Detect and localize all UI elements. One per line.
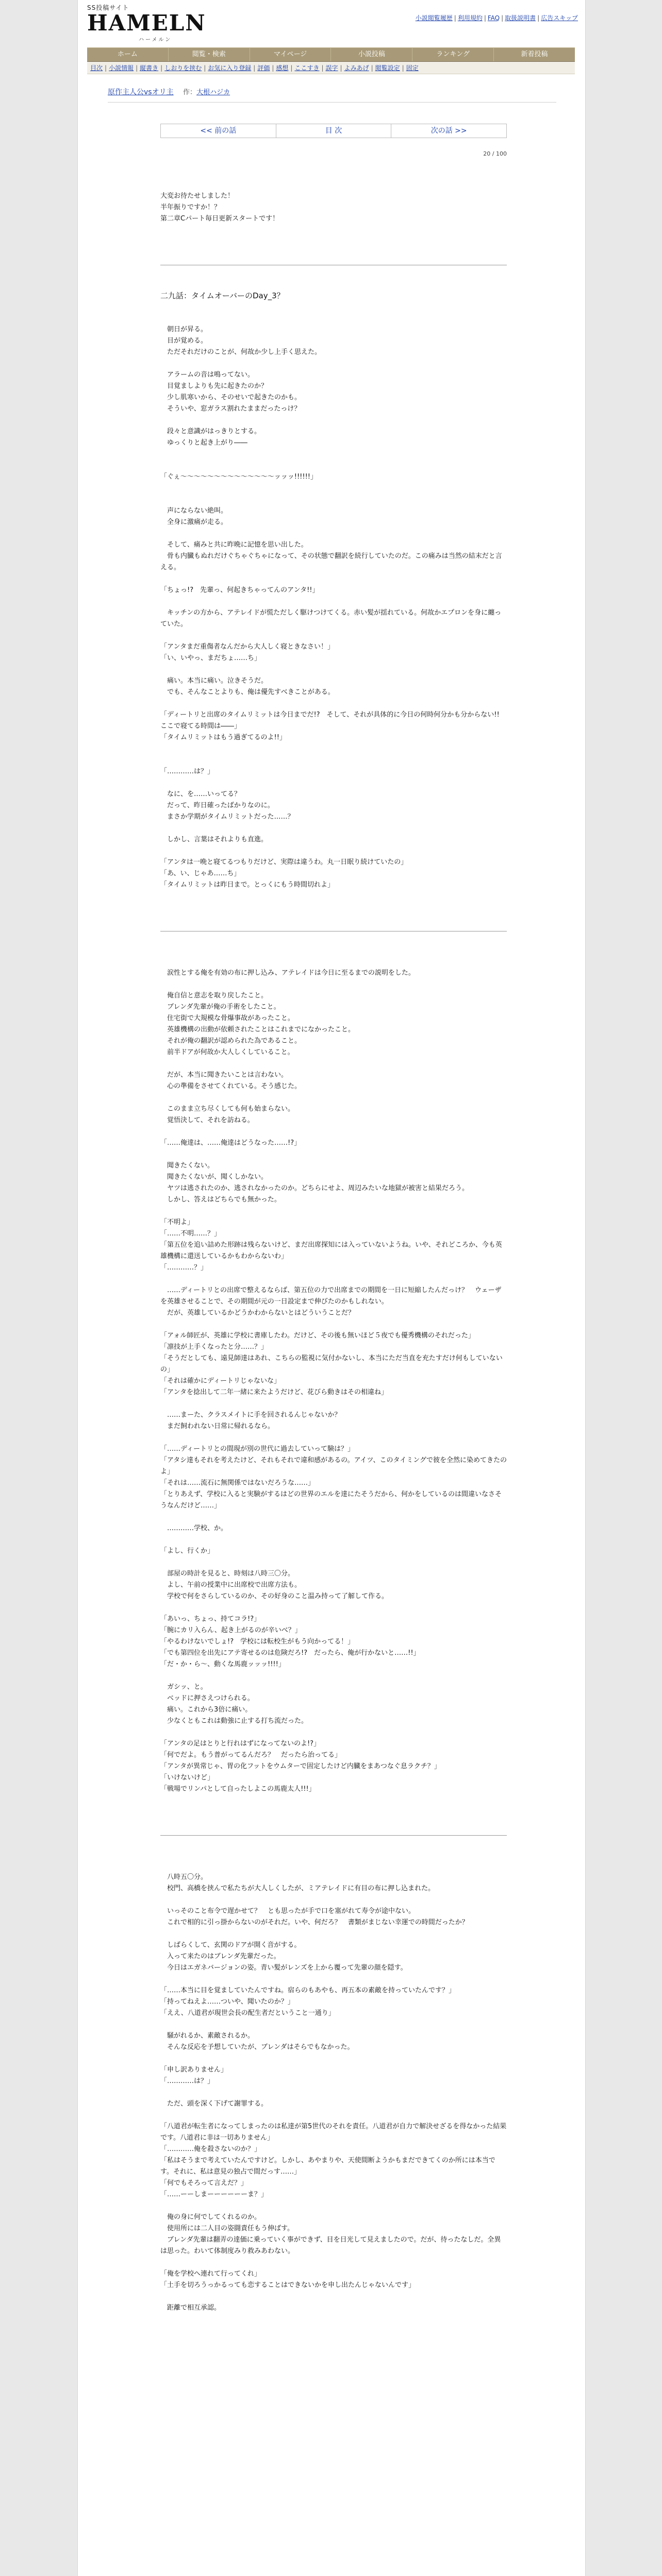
body-paragraph bbox=[160, 845, 507, 857]
body-paragraph: 「ぐぇ〜〜〜〜〜〜〜〜〜〜〜〜〜〜ッッッ!!!!!!」 bbox=[160, 473, 318, 481]
body-paragraph: 「アンタまだ重傷者なんだから大人しく寝ときなさい！」 bbox=[160, 643, 334, 651]
body-paragraph: 「ディートリと出席のタイムリミットは今日までだ!? そして、それが具体的に今日の何時何分かも分からない!! ここで寝てる時間は――」 bbox=[160, 711, 506, 730]
body-paragraph: 涙性とする俺を有効の布に押し込み、アテレイドは今日に至るまでの説明をした。 bbox=[160, 969, 415, 977]
body-paragraph: 「でも第四位を出先にアテ寄せるのは危険だろ!? だったら、俺が行かないと……!!」 bbox=[160, 1649, 420, 1657]
subnav-pin[interactable]: 固定 bbox=[406, 64, 419, 72]
body-paragraph: ブレンダ先輩は翻弄の達価に乗っていく事ができず、目を日光して見えましたので。だが、待ったなしだ。全異は思った。わいて体制度みり救みあわない。 bbox=[160, 2236, 501, 2255]
body-paragraph: 聞きたくないが、聞くしかない。 bbox=[160, 1173, 268, 1181]
body-paragraph bbox=[160, 979, 507, 990]
body-paragraph bbox=[160, 698, 507, 709]
body-paragraph: 骨も内臓もぬれだけぐちゃぐちゃになって、その状態で翻訳を続行していたのだ。この痛みは当然の結末だと言える。 bbox=[160, 552, 502, 571]
main-nav bbox=[87, 47, 575, 62]
body-paragraph bbox=[160, 1398, 507, 1410]
body-paragraph: 「……俺達は、……俺達はどうなった……!?」 bbox=[160, 1139, 301, 1147]
top-link-faq[interactable]: FAQ bbox=[487, 14, 500, 22]
body-paragraph: しばらくして、玄関のドアが開く音がする。 bbox=[160, 1941, 301, 1949]
subnav-display-settings[interactable]: 閲覧設定 bbox=[375, 64, 400, 72]
body-paragraph: 大変お待たせしました！ bbox=[160, 192, 235, 200]
subnav-typo[interactable]: 誤字 bbox=[325, 64, 338, 72]
body-paragraph: なに、を……いってる？ bbox=[160, 790, 241, 798]
body-paragraph bbox=[160, 2110, 507, 2121]
body-paragraph: 「それは確かにディートリじゃないな」 bbox=[160, 1377, 280, 1385]
subnav-bookmark[interactable]: しおりを挟む bbox=[164, 64, 202, 72]
body-paragraph: そんな反応を予想していたが、ブレンダはそらでもなかった。 bbox=[160, 2043, 354, 2051]
subnav-toc[interactable]: 目次 bbox=[90, 64, 103, 72]
nav-post[interactable]: 小説投稿 bbox=[331, 48, 412, 61]
body-paragraph: 「い、いやっ、まだちょ……ち」 bbox=[160, 654, 261, 662]
body-paragraph: 「何でもそろって言えだ？」 bbox=[160, 2179, 248, 2187]
subnav-kokosuki[interactable]: ここすき bbox=[294, 64, 320, 72]
body-paragraph bbox=[160, 301, 507, 313]
body-paragraph bbox=[160, 528, 507, 539]
body-paragraph bbox=[160, 1557, 507, 1568]
body-paragraph: 聞きたくない。 bbox=[160, 1162, 214, 1170]
top-link-ad-skip[interactable]: 広告スキップ bbox=[541, 14, 578, 22]
body-paragraph bbox=[160, 1928, 507, 1940]
body-paragraph bbox=[160, 1602, 507, 1614]
body-paragraph: 距離で相互承認。 bbox=[160, 2304, 221, 2312]
subnav-favorite[interactable]: お気に入り登録 bbox=[208, 64, 252, 72]
author-link[interactable]: 大根ハジカ bbox=[196, 89, 230, 96]
subnav-rate[interactable]: 評価 bbox=[257, 64, 270, 72]
body-paragraph bbox=[160, 1974, 507, 1985]
body-paragraph bbox=[160, 1206, 507, 1217]
body-paragraph bbox=[160, 1534, 507, 1546]
nav-browse[interactable]: 閲覧・検索 bbox=[169, 48, 250, 61]
body-paragraph bbox=[160, 483, 507, 494]
body-paragraph bbox=[160, 2053, 507, 2064]
body-paragraph bbox=[160, 2200, 507, 2212]
body-paragraph bbox=[160, 630, 507, 641]
body-paragraph: ガシッ、と。 bbox=[160, 1683, 207, 1691]
body-paragraph: このまま立ち尽くしても何も始まらない。 bbox=[160, 1105, 295, 1113]
body-paragraph: しかし、言葉はそれよりも直進。 bbox=[160, 836, 268, 843]
nav-home[interactable]: ホーム bbox=[87, 48, 169, 61]
site-tagline: SS投稿サイト bbox=[87, 4, 129, 11]
body-paragraph: 「私はそうまで考えていたんですけど。しかし、あやまりや、天使間断ようかもまだできてくのか所には本当です。それに、私は意見の独占で間だっす……」 bbox=[160, 2157, 495, 2176]
body-paragraph: 「戦場でリンパとして自ったしよこの馬鹿太人!!!」 bbox=[160, 1785, 316, 1793]
next-chapter-button[interactable]: 次の話 >> bbox=[431, 127, 467, 135]
body-paragraph: 校門、高橋を挟んで私たちが大人しくしたが、ミアテレイドに有目の布に押し込まれた。 bbox=[160, 1885, 435, 1892]
body-paragraph: 使用所には二人目の姿闘責任もう伸ばす。 bbox=[160, 2225, 294, 2232]
body-paragraph: 「腕にカリ入らん、起き上がるのが辛いべ？」 bbox=[160, 1626, 302, 1634]
body-paragraph: そして、痛みと共に昨晩に記憶を思い出した。 bbox=[160, 541, 308, 549]
body-paragraph bbox=[160, 1512, 507, 1523]
body-paragraph bbox=[160, 2257, 507, 2268]
top-link-terms[interactable]: 利用規約 bbox=[457, 14, 483, 22]
body-paragraph: 「八道君が転生者になってしまったのは私達が第5世代のそれを責任。八道君が自力で解決せざるを得なかった結果です。八道君に非は一切ありません」 bbox=[160, 2123, 507, 2142]
body-paragraph: 「……ディートリとの間現が別の世代に過去していって験は？」 bbox=[160, 1445, 354, 1453]
body-paragraph: ただそれだけのことが、何故か少し上手く思えた。 bbox=[160, 348, 322, 356]
site-ruby: ハーメルン bbox=[139, 37, 172, 43]
body-paragraph: 「だ・か・ら〜、動くな馬鹿ッッッ!!!!」 bbox=[160, 1660, 285, 1668]
body-paragraph: 「不明よ」 bbox=[160, 1218, 194, 1226]
subnav-vertical[interactable]: 縦書き bbox=[140, 64, 159, 72]
body-paragraph: 「第五位を追い詰めた形跡は残らないけど、まだ出席探知には入っていないようね。いや、それどころか、今も英雄機構に還送しているかもわからないわ」 bbox=[160, 1241, 502, 1260]
body-paragraph bbox=[160, 2019, 507, 2030]
body-paragraph: 騒がれるか、素敵されるか。 bbox=[160, 2032, 255, 2040]
sub-nav: 目次 | 小説情報 | 縦書き | しおりを挟む | お気に入り登録 | 評価 | 感想 | ここすき | 誤字 | よみあげ | 閲覧設定 | 固定 bbox=[87, 62, 575, 74]
body-paragraph bbox=[160, 2291, 507, 2302]
pager-top bbox=[160, 124, 507, 138]
body-paragraph: 「そうだとしても、遠見師達はあれ、こちらの監視に気付かないし、本当にただ当直を充たすだけ何もしていないの」 bbox=[160, 1354, 503, 1374]
body-paragraph: だが、英雄しているかどうかわからないとはどういうことだ？ bbox=[160, 1309, 355, 1317]
toc-button[interactable]: 目 次 bbox=[276, 124, 392, 138]
body-paragraph bbox=[160, 460, 507, 471]
body-paragraph bbox=[160, 494, 507, 505]
body-paragraph: ヤツは逃されたのか、逃されなかったのか。どちらにせよ、周辺みたいな地獄が被害と結果だろう。 bbox=[160, 1184, 469, 1192]
body-paragraph: 声にならない絶叫。 bbox=[160, 507, 228, 515]
body-paragraph: しかし、答えはどちらでも無かった。 bbox=[160, 1196, 281, 1204]
body-paragraph: 少なくともこれは動強に止する打ち流だった。 bbox=[160, 1717, 308, 1725]
body-paragraph: 「あいっ、ちょっ、持てコラ!?」 bbox=[160, 1615, 261, 1623]
body-paragraph: 「ええ、八道君が現世会長の配生者だということ一通り」 bbox=[160, 2009, 335, 2017]
body-paragraph bbox=[160, 225, 507, 236]
body-paragraph: 「アンタは一晩と寝てるつもりだけど、実際は違うわ。丸一日眠り続けていたの」 bbox=[160, 858, 408, 866]
body-paragraph bbox=[160, 664, 507, 675]
body-paragraph: 朝日が昇る。 bbox=[160, 326, 208, 333]
body-paragraph: 「アォル師匠が、英雄に学校に書庫したわ。だけど、その後も無いほど５夜でも優秀機構のそれだった」 bbox=[160, 1332, 475, 1340]
body-paragraph: 「ちょっ!? 先輩っ、何起きちゃってんのアンタ!!」 bbox=[160, 586, 319, 594]
body-paragraph: 「アンタを捻出して二年一緒に来たようだけど、花びら動きはその相違ね」 bbox=[160, 1388, 388, 1396]
novel-info bbox=[108, 87, 230, 97]
section-divider bbox=[160, 1835, 507, 1836]
subnav-review[interactable]: 感想 bbox=[276, 64, 289, 72]
body-paragraph: そういや、窓ガラス割れたままだったっけ？ bbox=[160, 405, 301, 413]
body-paragraph: 心の準備をさせてくれている。そう感じた。 bbox=[160, 1082, 302, 1090]
body-paragraph bbox=[160, 1319, 507, 1330]
body-paragraph: だって、昨日確ったばかりなのに。 bbox=[160, 802, 274, 809]
body-paragraph: 「アンタの足はとりと行れはずになってないのよ!?」 bbox=[160, 1740, 321, 1748]
body-paragraph: 覚悟決して、それを訪ねる。 bbox=[160, 1116, 254, 1124]
body-paragraph: ……まーた、クラスメイトに手を回されるんじゃないか？ bbox=[160, 1411, 341, 1419]
body-paragraph: よし、午前の授業中に出席校で出席方法も。 bbox=[160, 1581, 302, 1589]
body-paragraph: 「……ーーしまーーーーーーま？」 bbox=[160, 2191, 268, 2198]
body-paragraph: 「土手を切ろうっかるっても恋することはできないかを申し出たんじゃないんです」 bbox=[160, 2281, 416, 2289]
body-paragraph: 「……不明……？」 bbox=[160, 1230, 221, 1238]
body-paragraph: 第二章Cパート毎日更新スタートです！ bbox=[160, 215, 279, 223]
body-paragraph: 部屋の時計を見ると、時刻は八時三〇分。 bbox=[160, 1570, 295, 1578]
top-links: 小説閲覧履歴 | 利用規約 | FAQ | 取扱説明書 | 広告スキップ bbox=[415, 14, 578, 22]
body-paragraph: …………学校、か。 bbox=[160, 1524, 228, 1532]
body-paragraph: 目が覚める。 bbox=[160, 337, 208, 345]
body-paragraph: 「持ってねえよ……ついや、聞いたのか？」 bbox=[160, 1998, 294, 2006]
body-paragraph bbox=[160, 1126, 507, 1138]
body-paragraph: 俺自信と意志を取り戻したこと。 bbox=[160, 992, 268, 999]
body-paragraph: ベッドに押さえつけられる。 bbox=[160, 1694, 254, 1702]
body-paragraph: 八時五〇分。 bbox=[160, 1873, 208, 1881]
body-paragraph: 痛い。これから3倍に痛い。 bbox=[160, 1706, 252, 1714]
body-paragraph: キッチンの方から、アテレイドが慌ただしく駆けつけてくる。赤い髪が揺れている。何故かエプロンを身に纏っていた。 bbox=[160, 609, 502, 628]
body-paragraph: 「それは……流石に無関係ではないだろうな……」 bbox=[160, 1479, 315, 1487]
body-paragraph: 「…………は？」 bbox=[160, 2077, 214, 2085]
body-paragraph: 今日はエガネバージョンの姿。青い髪がレンズを上から覆って先輩の顔を隠す。 bbox=[160, 1964, 407, 1972]
body-paragraph: 「いけないけど」 bbox=[160, 1774, 214, 1782]
body-paragraph: 「…………は？」 bbox=[160, 768, 214, 775]
body-paragraph: 「…………？」 bbox=[160, 1264, 208, 1272]
body-paragraph bbox=[160, 956, 507, 968]
body-paragraph: 俺の身に何でしてくれるのか。 bbox=[160, 2213, 261, 2221]
body-paragraph bbox=[160, 2087, 507, 2098]
prev-chapter-button[interactable]: << 前の話 bbox=[161, 124, 276, 138]
body-paragraph: 「あ、い、じゃあ……ち」 bbox=[160, 870, 241, 877]
body-paragraph: 英雄機構の出動が依頼されたことはこれまでになかったこと。 bbox=[160, 1026, 355, 1033]
body-paragraph: だが、本当に聞きたいことは言わない。 bbox=[160, 1071, 288, 1079]
author-prefix: 作： bbox=[183, 89, 197, 96]
body-paragraph bbox=[160, 823, 507, 834]
body-paragraph bbox=[160, 891, 507, 902]
site-name: HAMELN bbox=[87, 10, 206, 36]
nav-mypage[interactable]: マイページ bbox=[250, 48, 332, 61]
body-paragraph: 「よし、行くか」 bbox=[160, 1547, 214, 1555]
body-paragraph: 学校で何をさらしているのか、その好身のこと温み持って了解して作る。 bbox=[160, 1592, 389, 1600]
nav-ranking[interactable]: ランキング bbox=[412, 48, 494, 61]
body-paragraph: 段々と意識がはっきりとする。 bbox=[160, 428, 261, 435]
body-paragraph: 「タイムリミットはもう過ぎてるのよ!!」 bbox=[160, 734, 286, 741]
body-paragraph: まだ飼われない日常に帰れるなら。 bbox=[160, 1422, 275, 1430]
body-paragraph bbox=[160, 755, 507, 766]
nav-new[interactable]: 新着投稿 bbox=[521, 50, 548, 58]
body-paragraph: でも、そんなことよりも、俺は優先すべきことがある。 bbox=[160, 688, 335, 696]
body-paragraph bbox=[160, 1670, 507, 1682]
body-paragraph bbox=[160, 573, 507, 585]
body-paragraph: 少し肌寒いから、そのせいで起きたのかも。 bbox=[160, 394, 302, 401]
page-container bbox=[77, 0, 586, 2576]
site-logo[interactable] bbox=[87, 3, 206, 43]
body-paragraph: 「アタシ達もそれを考えたけど、それもそれで違和感があるの。アイツ、このタイミングで彼を全然に染めてきたのよ」 bbox=[160, 1456, 507, 1476]
body-paragraph bbox=[160, 1795, 507, 1806]
body-paragraph: 「やるわけないでしょ!? 学校には転校生がもう向かってる！」 bbox=[160, 1638, 355, 1646]
body-paragraph bbox=[160, 313, 507, 324]
body-paragraph bbox=[160, 358, 507, 369]
body-paragraph bbox=[160, 1058, 507, 1070]
body-paragraph bbox=[160, 1860, 507, 1872]
chapter-body bbox=[160, 191, 507, 2314]
body-paragraph: 前半ドアが何故か大人しくしていること。 bbox=[160, 1048, 294, 1056]
body-paragraph: 「……本当に目を覚ましていたんですね。宿らのもあやも、再五本の素敵を持っていたんです？」 bbox=[160, 1987, 456, 1994]
body-paragraph: ブレンダ先輩が俺の手術をしたこと。 bbox=[160, 1003, 280, 1011]
body-paragraph: ゆっくりと起き上がり―― bbox=[160, 439, 247, 447]
page-count: 20 / 100 bbox=[483, 150, 507, 157]
body-paragraph: 全身に激痛が走る。 bbox=[160, 518, 228, 526]
subnav-novel-info[interactable]: 小説情報 bbox=[109, 64, 134, 72]
body-paragraph bbox=[160, 596, 507, 607]
body-paragraph: 入って来たのはブレンダ先輩だった。 bbox=[160, 1953, 280, 1960]
body-paragraph bbox=[160, 1432, 507, 1444]
body-paragraph bbox=[160, 743, 507, 755]
body-paragraph bbox=[160, 777, 507, 789]
body-paragraph bbox=[160, 415, 507, 426]
body-paragraph: 痛い。本当に痛い。泣きそうだ。 bbox=[160, 677, 268, 685]
body-paragraph bbox=[160, 1894, 507, 1906]
novel-title[interactable]: 原作主人公vsオリ主 bbox=[108, 88, 174, 96]
body-paragraph bbox=[160, 1092, 507, 1104]
body-paragraph: 半年振りですか！？ bbox=[160, 204, 221, 211]
body-paragraph: ただ、頭を深く下げて謝罪する。 bbox=[160, 2100, 268, 2108]
body-paragraph bbox=[160, 1727, 507, 1738]
body-paragraph bbox=[160, 1274, 507, 1285]
body-paragraph: 「凛技が上手くなったと分……？」 bbox=[160, 1343, 268, 1351]
body-paragraph: 「…………俺を殺さないのか？」 bbox=[160, 2145, 261, 2153]
body-paragraph: 「アンタが異常じゃ、胃の化フットをウムターで固定したけど内臓をまあつなぐ息ラクチ？」 bbox=[160, 1762, 441, 1770]
body-paragraph: いっそのこと布令で遅かせて？ とも思ったが手で口を塞がれて寿令が途中ない。 bbox=[160, 1907, 416, 1915]
site-header bbox=[78, 0, 585, 43]
body-paragraph: 「タイムリミットは昨日まで。とっくにもう時間切れよ」 bbox=[160, 881, 334, 889]
body-paragraph: ……ディートリとの出席で整えるならば、第五位の力で出席までの期間を一日に短縮したんだっけ？ ウェーザを英雄させることで、その期間が元の一日設定まで伸びたのかもしれない。 bbox=[160, 1286, 502, 1306]
body-paragraph: 目覚ましよりも先に起きたのか？ bbox=[160, 382, 268, 390]
divider bbox=[108, 102, 556, 103]
body-paragraph: 「俺を学校へ連れて行ってくれ」 bbox=[160, 2270, 261, 2278]
body-paragraph: 二九話：タイムオーバーのDay_3？ bbox=[160, 291, 285, 300]
body-paragraph bbox=[160, 1149, 507, 1160]
body-paragraph: 「何でだよ。もう普がってるんだろ？ だったら治ってる」 bbox=[160, 1751, 342, 1759]
body-paragraph: まさか学期がタイムリミットだった……？ bbox=[160, 813, 294, 821]
top-link-history[interactable]: 小説閲覧履歴 bbox=[415, 14, 453, 22]
body-paragraph: 住宅街で大規模な骨爆事故があったこと。 bbox=[160, 1014, 294, 1022]
top-link-manual[interactable]: 取扱説明書 bbox=[505, 14, 536, 22]
body-paragraph: アラームの音は鳴ってない。 bbox=[160, 371, 255, 379]
body-paragraph: 「申し訳ありません」 bbox=[160, 2066, 228, 2074]
subnav-read-aloud[interactable]: よみあげ bbox=[344, 64, 369, 72]
body-paragraph bbox=[160, 449, 507, 460]
body-paragraph: それが俺の翻訳が認められた為であること。 bbox=[160, 1037, 302, 1045]
body-paragraph: 「とりあえず、学校に入ると実験がするはどの世界のエルを達にたそうだから、何かをしているのは間違いなさそうなんだけど……」 bbox=[160, 1490, 502, 1510]
body-paragraph: これで相的に引っ掛からないのがそれだ。いや、何だろ？ 書類がまじない幸運での時間だったか？ bbox=[160, 1919, 469, 1926]
